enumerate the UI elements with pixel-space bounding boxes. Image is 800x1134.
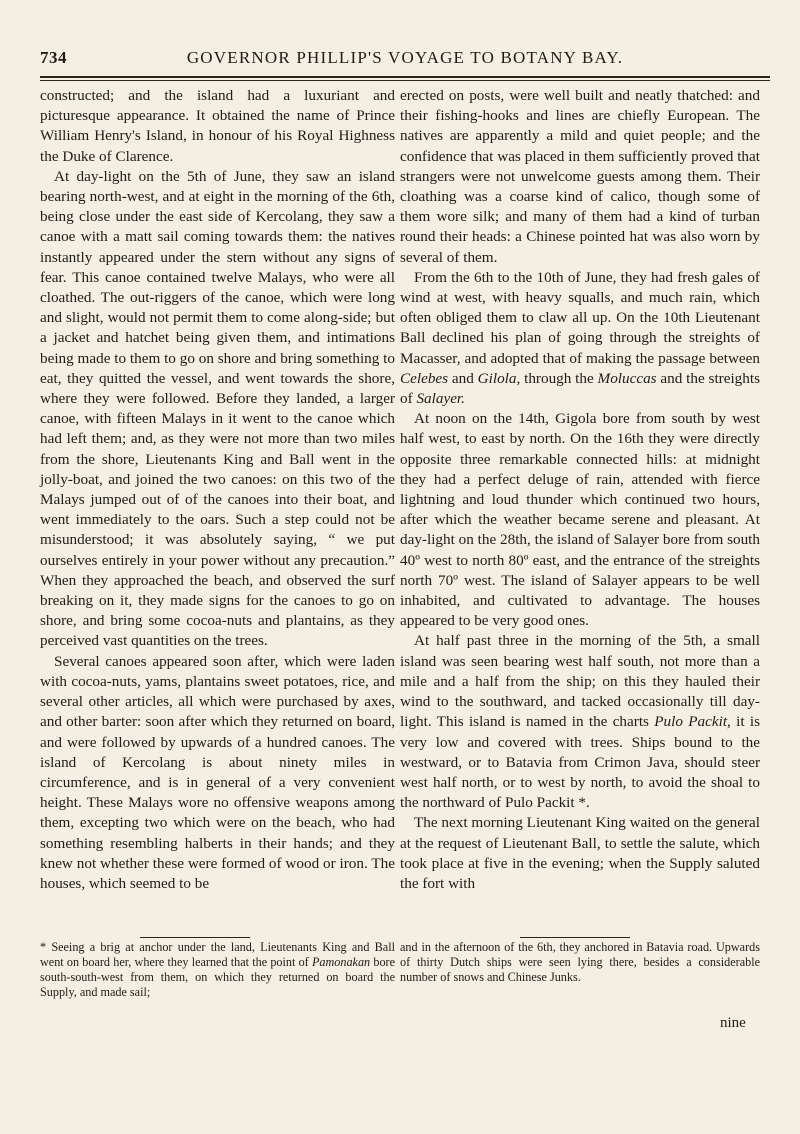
catchword: nine [720,1015,746,1031]
footnote: * Seeing a brig at anchor under the land, Lieutenants King and Ball went on board her, where they learned that the point of Pamonakan bore south-south-west from them, on which they returned on board the Supply, and made sail; [40,940,396,999]
footnote-rule [520,937,630,938]
paragraph: From the 6th to the 10th of June, they had fresh gales of wind at west, with heavy squalls, and much rain, which often obliged them to claw all up. On the 10th Lieutenant Ball declined his plan of going through the streights of Macasser, and adopted that of making the passage between Celebes and Gilola, through the Moluccas and the streights of Salayer. [400,268,760,408]
paragraph: erected on posts, were well built and neatly thatched: and their fishing-hooks and lines are chiefly European. The natives are apparently a mild and quiet people; and the confidence that was placed in them sufficiently proved that strangers were not unwelcome guests among them. Their cloathing was a coarse kind of calico, though some of them wore silk; and many of them had a kind of turban round their heads: a Chinese pointed hat was also worn by several of them. [400,87,760,266]
footnote-continued: and in the afternoon of the 6th, they anchored in Batavia road. Upwards of thirty Dutch ships were seen lying there, besides a considerable number of snows and Chinese Junks. [400,940,760,984]
paragraph: constructed; and the island had a luxuriant and picturesque appearance. It obtained the name of Prince William Henry's Island, in honour of his Royal Highness the Duke of Clarence. [40,87,395,165]
left-column [40,86,395,894]
page-number: 734 [40,48,67,67]
paragraph: At day-light on the 5th of June, they saw an island bearing north-west, and at eight in the morning of the 6th, being close under the east side of Kercolang, they saw a canoe with a matt sail coming towards them: the natives instantly appeared under the stern without any signs of fear. This canoe contained twelve Malays, who were all cloathed. The out-riggers of the canoe, which were long and slight, would not permit them to come along-side; but a jacket and hatchet being given them, and intimations being made to them to go on shore and bring something to eat, they quitted the vessel, and went towards the shore, where they were followed. Before they landed, a larger canoe, with fifteen Malays in it went to the canoe which had left them; and, as they were not more than two miles from the shore, Lieutenants King and Ball went in the jolly-boat, and joined the two canoes: on this two of the Malays jumped out of of the canoes into their boat, and went immediately to the oars. Such a step could not be misunderstood; it was absolutely saying, “ we put ourselves entirely in your power without any precaution.” When they approached the beach, and observed the surf breaking on it, they made signs for the canoes to go on shore, and bring some cocoa-nuts and plantains, as they perceived vast quantities on the trees. [40,167,395,650]
running-title: GOVERNOR PHILLIP'S VOYAGE TO BOTANY BAY. [186,48,624,67]
header-rule-thin [40,80,770,81]
footnote-rule [140,937,250,938]
right-column [400,86,760,894]
paragraph: The next morning Lieutenant King waited on the general at the request of Lieutenant Ball, to settle the salute, which took place at five in the evening; when the Supply saluted the fort with [400,814,760,892]
paragraph: At half past three in the morning of the 5th, a small island was seen bearing west half south, not more than a mile and a half from the ship; on this they hauled their wind to the southward, and tacked occasionally till day-light. This island is named in the charts Pulo Packit, it is very low and covered with trees. Ships bound to the westward, or to Batavia from Crimon Java, should steer west half north, or to west by north, to avoid the shoal to the northward of Pulo Packit *. [400,632,761,812]
running-header [40,48,770,78]
paragraph: At noon on the 14th, Gigola bore from south by west half west, to east by north. On the 16th they were directly opposite three remarkable connected hills: at midnight they had a perfect deluge of rain, attended with fierce lightning and loud thunder which continued two hours, after which the weather became serene and pleasant. At day-light on the 28th, the island of Salayer bore from south 40º west to north 80º east, and the entrance of the streights north 70º west. The island of Salayer appears to be well inhabited, and cultivated to advantage. The houses appeared to be very good ones. [400,410,760,630]
header-rule [40,76,770,78]
paragraph: Several canoes appeared soon after, which were laden with cocoa-nuts, yams, plantains sweet potatoes, rice, and several other articles, all which were purchased by axes, and other barter: soon after which they returned on board, and were followed by upwards of a hundred canoes. The island of Kercolang is about ninety miles in circumference, and is in general of a very convenient height. These Malays wore no offensive weapons among them, excepting two which were on the beach, who had something resembling halberts in their hands; and they knew not whether these were formed of wood or iron. The houses, which seemed to be [40,652,395,892]
